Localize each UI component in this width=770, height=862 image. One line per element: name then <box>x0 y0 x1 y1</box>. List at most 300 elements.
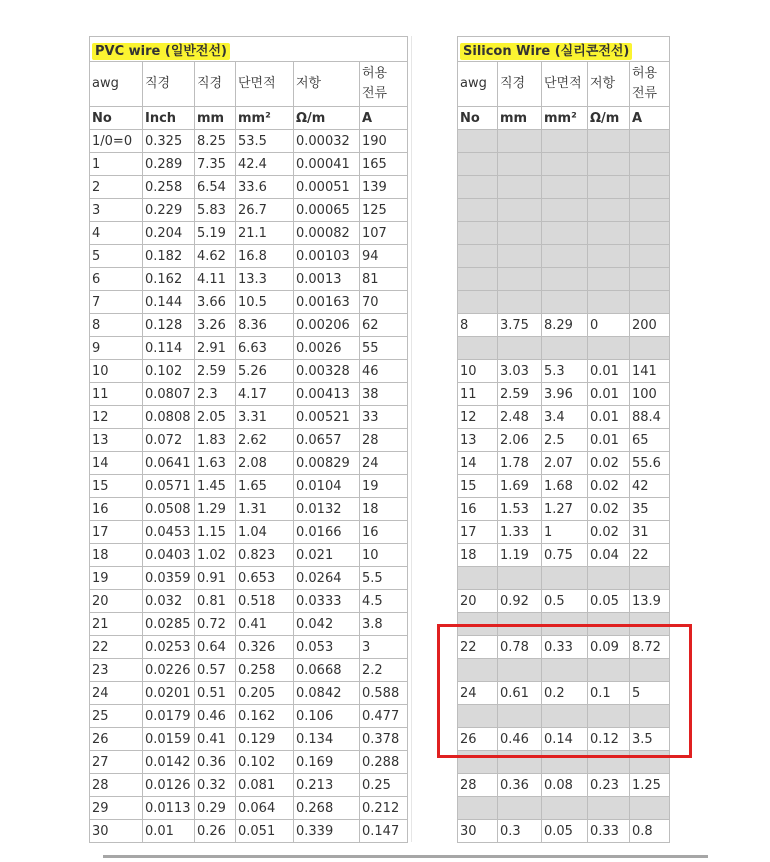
table-cell: 11 <box>90 383 143 406</box>
empty-cell <box>630 337 670 360</box>
table-cell: 8.72 <box>630 636 670 659</box>
table-row <box>458 406 670 429</box>
table-cell: 8.36 <box>236 314 294 337</box>
column-header: 직경 <box>498 62 542 107</box>
table-cell: 30 <box>90 820 143 843</box>
table-row <box>458 337 670 360</box>
empty-cell <box>458 291 498 314</box>
table-cell: 0.212 <box>360 797 408 820</box>
table-cell: 53.5 <box>236 130 294 153</box>
table-cell: 26 <box>90 728 143 751</box>
table-cell: 10 <box>458 360 498 383</box>
table-cell: 10 <box>90 360 143 383</box>
table-cell: 22 <box>90 636 143 659</box>
table-cell: 107 <box>360 222 408 245</box>
table-cell: 1.53 <box>498 498 542 521</box>
table-cell: 0.0842 <box>294 682 360 705</box>
table-cell: 0.213 <box>294 774 360 797</box>
table-cell: 0.00082 <box>294 222 360 245</box>
table-cell: 1.83 <box>195 429 236 452</box>
table-cell: 70 <box>360 291 408 314</box>
table-row <box>458 452 670 475</box>
table-cell: 10 <box>360 544 408 567</box>
empty-cell <box>498 222 542 245</box>
table-cell: 0.042 <box>294 613 360 636</box>
table-cell: 22 <box>458 636 498 659</box>
unit-header: mm <box>498 107 542 130</box>
table-cell: 16 <box>90 498 143 521</box>
table-cell: 0.81 <box>195 590 236 613</box>
table-cell: 0.3 <box>498 820 542 843</box>
table-cell: 38 <box>360 383 408 406</box>
table-cell: 0.0226 <box>143 659 195 682</box>
table-cell: 0.288 <box>360 751 408 774</box>
table-cell: 62 <box>360 314 408 337</box>
table-cell: 1.78 <box>498 452 542 475</box>
table-cell: 0.02 <box>588 521 630 544</box>
table-cell: 0.57 <box>195 659 236 682</box>
unit-header: mm² <box>236 107 294 130</box>
table-cell: 0.144 <box>143 291 195 314</box>
empty-cell <box>498 797 542 820</box>
table-cell: 0.00103 <box>294 245 360 268</box>
empty-cell <box>542 245 588 268</box>
table-cell: 22 <box>630 544 670 567</box>
table-cell: 14 <box>458 452 498 475</box>
silicon-title-row <box>458 37 670 62</box>
table-cell: 0.0641 <box>143 452 195 475</box>
column-header: 단면적 <box>236 62 294 107</box>
table-cell: 0.0166 <box>294 521 360 544</box>
empty-cell <box>498 153 542 176</box>
table-cell: 0.102 <box>236 751 294 774</box>
table-cell: 46 <box>360 360 408 383</box>
table-cell: 0.00041 <box>294 153 360 176</box>
table-cell: 4.62 <box>195 245 236 268</box>
table-cell: 8 <box>90 314 143 337</box>
table-cell: 0.518 <box>236 590 294 613</box>
table-row <box>458 130 670 153</box>
table-row <box>90 659 408 682</box>
table-cell: 10.5 <box>236 291 294 314</box>
table-row <box>458 429 670 452</box>
table-cell: 0.325 <box>143 130 195 153</box>
table-cell: 21 <box>90 613 143 636</box>
table-cell: 3 <box>90 199 143 222</box>
table-cell: 0.326 <box>236 636 294 659</box>
table-cell: 28 <box>458 774 498 797</box>
table-cell: 0.01 <box>588 360 630 383</box>
table-cell: 0.41 <box>195 728 236 751</box>
table-cell: 6.54 <box>195 176 236 199</box>
silicon-title-cell <box>458 37 670 62</box>
table-cell: 6.63 <box>236 337 294 360</box>
table-cell: 0.128 <box>143 314 195 337</box>
empty-cell <box>458 199 498 222</box>
table-row <box>90 337 408 360</box>
table-row <box>90 429 408 452</box>
table-cell: 55 <box>360 337 408 360</box>
table-cell: 1.31 <box>236 498 294 521</box>
table-cell: 0.75 <box>542 544 588 567</box>
highlight-annotation-box <box>437 624 692 758</box>
table-cell: 8.29 <box>542 314 588 337</box>
empty-cell <box>458 268 498 291</box>
table-cell: 0.92 <box>498 590 542 613</box>
table-row <box>458 383 670 406</box>
table-cell: 0.0807 <box>143 383 195 406</box>
table-cell: 1.65 <box>236 475 294 498</box>
unit-header: Ω/m <box>588 107 630 130</box>
table-cell: 0.02 <box>588 452 630 475</box>
table-cell: 0.051 <box>236 820 294 843</box>
table-cell: 0.129 <box>236 728 294 751</box>
table-cell: 0.0571 <box>143 475 195 498</box>
empty-cell <box>588 245 630 268</box>
table-cell: 0.162 <box>236 705 294 728</box>
table-cell: 0.0126 <box>143 774 195 797</box>
empty-cell <box>458 176 498 199</box>
table-row <box>458 498 670 521</box>
table-cell: 0 <box>588 314 630 337</box>
table-row <box>90 590 408 613</box>
empty-cell <box>542 337 588 360</box>
empty-cell <box>588 176 630 199</box>
table-row <box>458 176 670 199</box>
table-cell: 18 <box>458 544 498 567</box>
column-header: awg <box>90 62 143 107</box>
table-cell: 11 <box>458 383 498 406</box>
table-cell: 0.01 <box>588 383 630 406</box>
empty-cell <box>630 199 670 222</box>
unit-header: mm <box>195 107 236 130</box>
table-row <box>458 199 670 222</box>
table-cell: 0.0013 <box>294 268 360 291</box>
table-cell: 190 <box>360 130 408 153</box>
table-row <box>458 314 670 337</box>
empty-cell <box>588 130 630 153</box>
table-cell: 3.75 <box>498 314 542 337</box>
empty-cell <box>458 337 498 360</box>
table-cell: 1.15 <box>195 521 236 544</box>
table-cell: 4.11 <box>195 268 236 291</box>
table-row <box>90 498 408 521</box>
column-header: awg <box>458 62 498 107</box>
empty-cell <box>498 567 542 590</box>
table-row <box>458 567 670 590</box>
empty-cell <box>542 176 588 199</box>
table-cell: 0.339 <box>294 820 360 843</box>
empty-cell <box>588 291 630 314</box>
table-cell: 0.00829 <box>294 452 360 475</box>
silicon-table-title: Silicon Wire (실리콘전선) <box>460 43 632 60</box>
table-cell: 0.0201 <box>143 682 195 705</box>
table-cell: 0.289 <box>143 153 195 176</box>
table-cell: 8 <box>458 314 498 337</box>
table-cell: 0.05 <box>588 590 630 613</box>
table-gap-divider <box>411 36 412 842</box>
table-cell: 0.33 <box>588 820 630 843</box>
table-cell: 0.0113 <box>143 797 195 820</box>
table-cell: 0.588 <box>360 682 408 705</box>
table-cell: 20 <box>458 590 498 613</box>
empty-cell <box>458 222 498 245</box>
table-cell: 12 <box>90 406 143 429</box>
table-cell: 0.1 <box>588 682 630 705</box>
table-cell: 26.7 <box>236 199 294 222</box>
table-cell: 0.653 <box>236 567 294 590</box>
table-cell: 0.51 <box>195 682 236 705</box>
table-cell: 16 <box>360 521 408 544</box>
empty-cell <box>630 153 670 176</box>
table-cell: 2.59 <box>195 360 236 383</box>
empty-cell <box>458 567 498 590</box>
table-row <box>90 360 408 383</box>
table-cell: 19 <box>360 475 408 498</box>
table-cell: 0.0668 <box>294 659 360 682</box>
table-cell: 0.36 <box>195 751 236 774</box>
empty-cell <box>458 130 498 153</box>
table-cell: 5 <box>90 245 143 268</box>
table-cell: 0.0026 <box>294 337 360 360</box>
table-cell: 6 <box>90 268 143 291</box>
table-cell: 0.00032 <box>294 130 360 153</box>
table-cell: 0.33 <box>542 636 588 659</box>
table-cell: 42.4 <box>236 153 294 176</box>
table-cell: 2.2 <box>360 659 408 682</box>
table-cell: 88.4 <box>630 406 670 429</box>
table-cell: 0.78 <box>498 636 542 659</box>
table-cell: 3.66 <box>195 291 236 314</box>
table-cell: 33 <box>360 406 408 429</box>
table-row <box>90 130 408 153</box>
empty-cell <box>458 797 498 820</box>
pvc-title-row <box>90 37 408 62</box>
table-cell: 0.823 <box>236 544 294 567</box>
empty-cell <box>498 245 542 268</box>
table-cell: 15 <box>458 475 498 498</box>
table-cell: 5.26 <box>236 360 294 383</box>
table-cell: 4.17 <box>236 383 294 406</box>
table-cell: 0.46 <box>195 705 236 728</box>
table-cell: 27 <box>90 751 143 774</box>
table-cell: 0.169 <box>294 751 360 774</box>
table-cell: 16 <box>458 498 498 521</box>
table-row <box>90 268 408 291</box>
table-cell: 0.23 <box>588 774 630 797</box>
table-row <box>458 268 670 291</box>
table-cell: 0.053 <box>294 636 360 659</box>
table-cell: 0.2 <box>542 682 588 705</box>
table-cell: 0.00206 <box>294 314 360 337</box>
table-row <box>458 820 670 843</box>
empty-cell <box>588 797 630 820</box>
table-row <box>458 291 670 314</box>
table-cell: 35 <box>630 498 670 521</box>
table-cell: 0.102 <box>143 360 195 383</box>
table-row <box>458 797 670 820</box>
table-cell: 1/0=0 <box>90 130 143 153</box>
table-cell: 2.5 <box>542 429 588 452</box>
unit-header: A <box>360 107 408 130</box>
empty-cell <box>542 567 588 590</box>
empty-cell <box>630 222 670 245</box>
table-cell: 0.26 <box>195 820 236 843</box>
table-cell: 0.46 <box>498 728 542 751</box>
empty-cell <box>630 567 670 590</box>
table-cell: 2.48 <box>498 406 542 429</box>
empty-cell <box>588 268 630 291</box>
table-cell: 0.05 <box>542 820 588 843</box>
table-cell: 81 <box>360 268 408 291</box>
table-cell: 5.19 <box>195 222 236 245</box>
table-cell: 0.0264 <box>294 567 360 590</box>
table-cell: 0.072 <box>143 429 195 452</box>
table-cell: 1.29 <box>195 498 236 521</box>
table-cell: 26 <box>458 728 498 751</box>
table-cell: 0.02 <box>588 475 630 498</box>
table-cell: 0.25 <box>360 774 408 797</box>
silicon-header-row <box>458 62 670 107</box>
table-cell: 28 <box>90 774 143 797</box>
empty-cell <box>588 567 630 590</box>
empty-cell <box>630 797 670 820</box>
table-row <box>90 728 408 751</box>
table-row <box>90 153 408 176</box>
table-cell: 0.0179 <box>143 705 195 728</box>
table-row <box>90 291 408 314</box>
table-cell: 0.205 <box>236 682 294 705</box>
unit-header: Inch <box>143 107 195 130</box>
table-cell: 29 <box>90 797 143 820</box>
table-cell: 0.258 <box>143 176 195 199</box>
empty-cell <box>498 199 542 222</box>
table-cell: 2.06 <box>498 429 542 452</box>
table-cell: 0.14 <box>542 728 588 751</box>
table-row <box>90 199 408 222</box>
table-cell: 3.8 <box>360 613 408 636</box>
table-cell: 20 <box>90 590 143 613</box>
table-cell: 0.09 <box>588 636 630 659</box>
table-cell: 23 <box>90 659 143 682</box>
table-row <box>90 521 408 544</box>
table-cell: 0.00413 <box>294 383 360 406</box>
table-cell: 28 <box>360 429 408 452</box>
table-cell: 4 <box>90 222 143 245</box>
table-cell: 4.5 <box>360 590 408 613</box>
table-cell: 0.162 <box>143 268 195 291</box>
table-cell: 18 <box>360 498 408 521</box>
table-cell: 21.1 <box>236 222 294 245</box>
table-cell: 65 <box>630 429 670 452</box>
table-cell: 24 <box>458 682 498 705</box>
column-header: 허용 전류 <box>360 62 408 107</box>
table-cell: 2.62 <box>236 429 294 452</box>
column-header: 직경 <box>195 62 236 107</box>
table-cell: 24 <box>360 452 408 475</box>
pvc-units-row <box>90 107 408 130</box>
table-cell: 1.25 <box>630 774 670 797</box>
table-cell: 165 <box>360 153 408 176</box>
table-cell: 16.8 <box>236 245 294 268</box>
empty-cell <box>498 337 542 360</box>
empty-cell <box>542 130 588 153</box>
table-cell: 2.3 <box>195 383 236 406</box>
empty-cell <box>542 268 588 291</box>
table-cell: 0.477 <box>360 705 408 728</box>
table-cell: 0.12 <box>588 728 630 751</box>
table-cell: 2.07 <box>542 452 588 475</box>
table-row <box>90 682 408 705</box>
empty-cell <box>498 268 542 291</box>
empty-cell <box>542 291 588 314</box>
table-row <box>90 797 408 820</box>
table-cell: 9 <box>90 337 143 360</box>
empty-cell <box>588 153 630 176</box>
table-cell: 0.268 <box>294 797 360 820</box>
table-cell: 1.69 <box>498 475 542 498</box>
table-cell: 0.0285 <box>143 613 195 636</box>
empty-cell <box>588 222 630 245</box>
table-cell: 2.91 <box>195 337 236 360</box>
column-header: 저항 <box>588 62 630 107</box>
table-cell: 15 <box>90 475 143 498</box>
pvc-title-cell <box>90 37 408 62</box>
table-cell: 0.134 <box>294 728 360 751</box>
table-cell: 0.00328 <box>294 360 360 383</box>
table-cell: 0.01 <box>588 429 630 452</box>
empty-cell <box>498 291 542 314</box>
table-cell: 0.064 <box>236 797 294 820</box>
column-header: 허용 전류 <box>630 62 670 107</box>
empty-cell <box>588 337 630 360</box>
table-cell: 2.05 <box>195 406 236 429</box>
table-cell: 5.3 <box>542 360 588 383</box>
table-cell: 19 <box>90 567 143 590</box>
table-row <box>90 176 408 199</box>
table-cell: 0.72 <box>195 613 236 636</box>
table-row <box>90 751 408 774</box>
table-cell: 0.0142 <box>143 751 195 774</box>
table-cell: 141 <box>630 360 670 383</box>
table-cell: 0.32 <box>195 774 236 797</box>
page-bottom-rule <box>103 855 708 858</box>
table-cell: 0.0253 <box>143 636 195 659</box>
unit-header: A <box>630 107 670 130</box>
table-cell: 7 <box>90 291 143 314</box>
table-cell: 1 <box>90 153 143 176</box>
table-cell: 17 <box>90 521 143 544</box>
column-header: 직경 <box>143 62 195 107</box>
table-cell: 1.45 <box>195 475 236 498</box>
table-cell: 0.01 <box>143 820 195 843</box>
table-cell: 0.0333 <box>294 590 360 613</box>
empty-cell <box>458 245 498 268</box>
silicon-units-row <box>458 107 670 130</box>
table-cell: 0.00163 <box>294 291 360 314</box>
table-cell: 8.25 <box>195 130 236 153</box>
table-cell: 0.36 <box>498 774 542 797</box>
empty-cell <box>542 199 588 222</box>
table-cell: 5.5 <box>360 567 408 590</box>
table-cell: 3 <box>360 636 408 659</box>
table-row <box>90 475 408 498</box>
table-cell: 139 <box>360 176 408 199</box>
empty-cell <box>542 222 588 245</box>
table-row <box>458 245 670 268</box>
table-row <box>90 820 408 843</box>
table-cell: 17 <box>458 521 498 544</box>
